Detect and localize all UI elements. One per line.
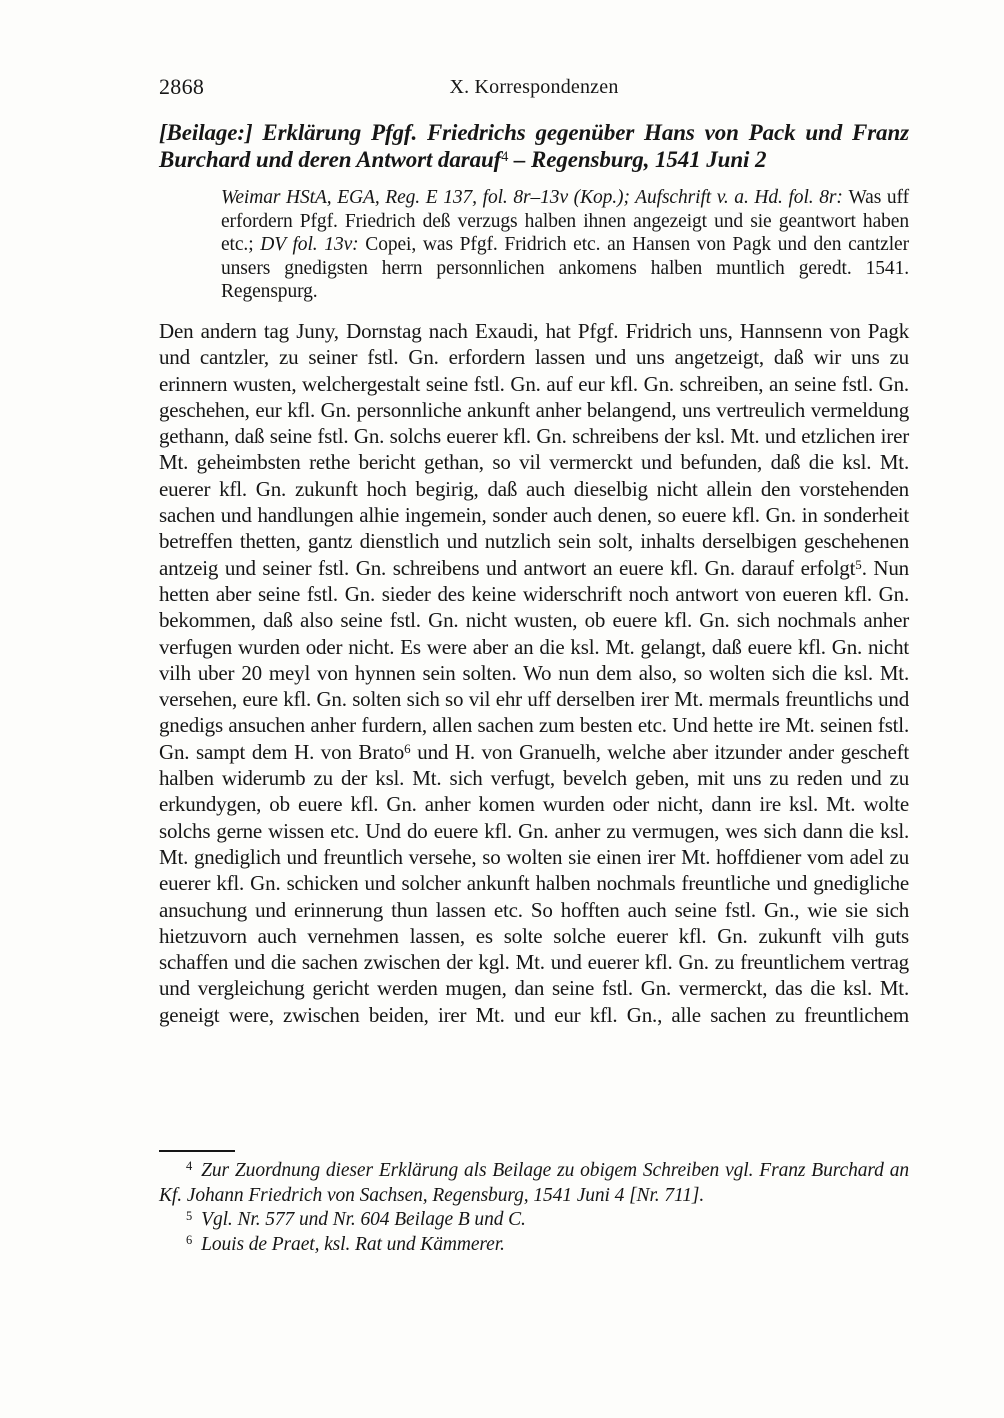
page-number: 2868 xyxy=(159,74,205,99)
entry-heading-dateline: – Regensburg, 1541 Juni 2 xyxy=(508,147,767,172)
footnote-6-number: 6 xyxy=(186,1233,193,1248)
footnote-5-text: Vgl. Nr. 577 und Nr. 604 Beilage B und C. xyxy=(201,1209,526,1231)
running-header-title: X. Korrespondenzen xyxy=(449,76,619,98)
entry-heading xyxy=(159,119,909,173)
body-paragraph xyxy=(159,318,909,1028)
body-text-part-3: und H. von Granuelh, welche aber itzunder ander gescheft halben widerumb zu der ksl. Mt. sich verfugt, bevelch geben, mit uns zu reden und zu erkundygen, ob euere kfl. Gn. anher komen wurden oder nicht, dann ire ksl. Mt. wolte solchs gerne wissen etc. Und do euere kfl. Gn. anher zu vermugen, wes sich dann die ksl. Mt. gnediglich und freuntlich versehe, so wolten sie einen irer Mt. hoffdiener vom adel zu euerer kfl. Gn. schicken und solcher ankunft halben nochmals freuntliche und gnedigliche ansuchung und erinnerung thun lassen etc. So hofften auch seine fstl. Gn., wie sie sich hietzuvorn auch vernehmen lassen, es solte solche euerer kfl. Gn. zukunft vilh guts schaffen und die sachen zwischen der kgl. Mt. und euerer kfl. Gn. zu freuntlichem vertrag und vergleichung gericht werden mugen, dan seine fstl. Gn. vermerckt, das die ksl. Mt. geneigt were, zwischen beiden, irer Mt. und eur kfl. Gn., alle sachen zu freuntlichem xyxy=(159,739,909,1027)
heading-footnote-ref-4: 4 xyxy=(501,148,509,165)
footnote-4-number: 4 xyxy=(186,1159,193,1174)
archive-reference: Weimar HStA, EGA, Reg. E 137, fol. 8r–13v (Kop.); Aufschrift v. a. Hd. fol. 8r: xyxy=(221,187,849,208)
body-footnote-ref-6: 6 xyxy=(404,740,411,756)
footnote-4-text: Zur Zuordnung dieser Erklärung als Beilage zu obigem Schreiben vgl. Franz Burchard an Kf. Johann Friedrich von Sachsen, Regensburg, 1541 Juni 4 [Nr. 711]. xyxy=(159,1160,909,1206)
footnote-6 xyxy=(159,1233,909,1258)
footnote-block xyxy=(159,1150,909,1257)
body-text-part-1: Den andern tag Juny, Dornstag nach Exaudi, hat Pfgf. Fridrich uns, Hannsenn von Pagk und cantzler, zu seiner fstl. Gn. erfordern lassen und uns angetzeigt, daß wir uns zu erinnern wusten, welchergestalt seine fstl. Gn. auf eur kfl. Gn. schreiben, an seine fstl. Gn. geschehen, eur kfl. Gn. personnliche ankunft anher belangend, uns vertreulich vermeldung gethann, daß seine fstl. Gn. solchs euerer kfl. Gn. schreibens der ksl. Mt. und etzlichen irer Mt. geheimbsten rethe bericht gethan, so vil vermerckt und befunden, daß die ksl. Mt. euerer kfl. Gn. zukunft hoch begirig, daß auch dieselbig nicht allein den vorstehenden sachen und handlungen alhie ingemein, sonder auch denen, so euere kfl. Gn. in sonderheit betreffen thetten, gantz dienstlich und nutzlich sein solt, inhalts derselbigen geschehenen antzeig und seiner fstl. Gn. schreibens und antwort an euere kfl. Gn. darauf erfolgt xyxy=(159,318,909,580)
running-head xyxy=(159,74,909,102)
aufschrift-text: Was uff erfordern Pfgf. Friedrich deß verzugs halben ihnen angezeigt und sie geantwort haben etc.; xyxy=(221,187,909,256)
footnote-5 xyxy=(159,1208,909,1233)
text-column xyxy=(159,0,909,1255)
footnote-6-text: Louis de Praet, ksl. Rat und Kämmerer. xyxy=(201,1233,505,1255)
dorsal-vermerk-text: Copei, was Pfgf. Fridrich etc. an Hansen von Pagk und den cantzler unsers gnedigsten herrn personnlichen ankomens halben muntlich geredt. 1541. Regenspurg. xyxy=(221,234,909,303)
dorsal-vermerk-label: DV fol. 13v: xyxy=(260,234,366,256)
provenance-note xyxy=(221,186,909,304)
footnote-4 xyxy=(159,1159,909,1208)
footnote-5-number: 5 xyxy=(186,1208,193,1223)
body-text-part-2: . Nun hetten aber seine fstl. Gn. sieder des keine widerschrift noch antwort von eueren kfl. Gn. bekommen, daß also seine fstl. Gn. nicht wusten, ob euere kfl. Gn. sich nochmals anher verfugen wurden oder nicht. Es were aber an die ksl. Mt. gelangt, daß euere kfl. Gn. nicht vilh uber 20 meyl von hynnen sein solten. Wo nun dem also, so wolten sich die ksl. Mt. versehen, eure kfl. Gn. solten sich so vil ehr uff derselben irer Mt. mermals freuntlichs und gnedigs ansuchen anher furdern, allen sachen zum besten etc. Und hette ire Mt. seinen fstl. Gn. sampt dem H. von Brato xyxy=(159,555,909,764)
footnote-separator-rule xyxy=(159,1150,235,1152)
body-footnote-ref-5: 5 xyxy=(855,556,862,572)
entry-heading-text: [Beilage:] Erklärung Pfgf. Friedrichs gegenüber Hans von Pack und Franz Burchard und deren Antwort darauf xyxy=(159,120,909,172)
